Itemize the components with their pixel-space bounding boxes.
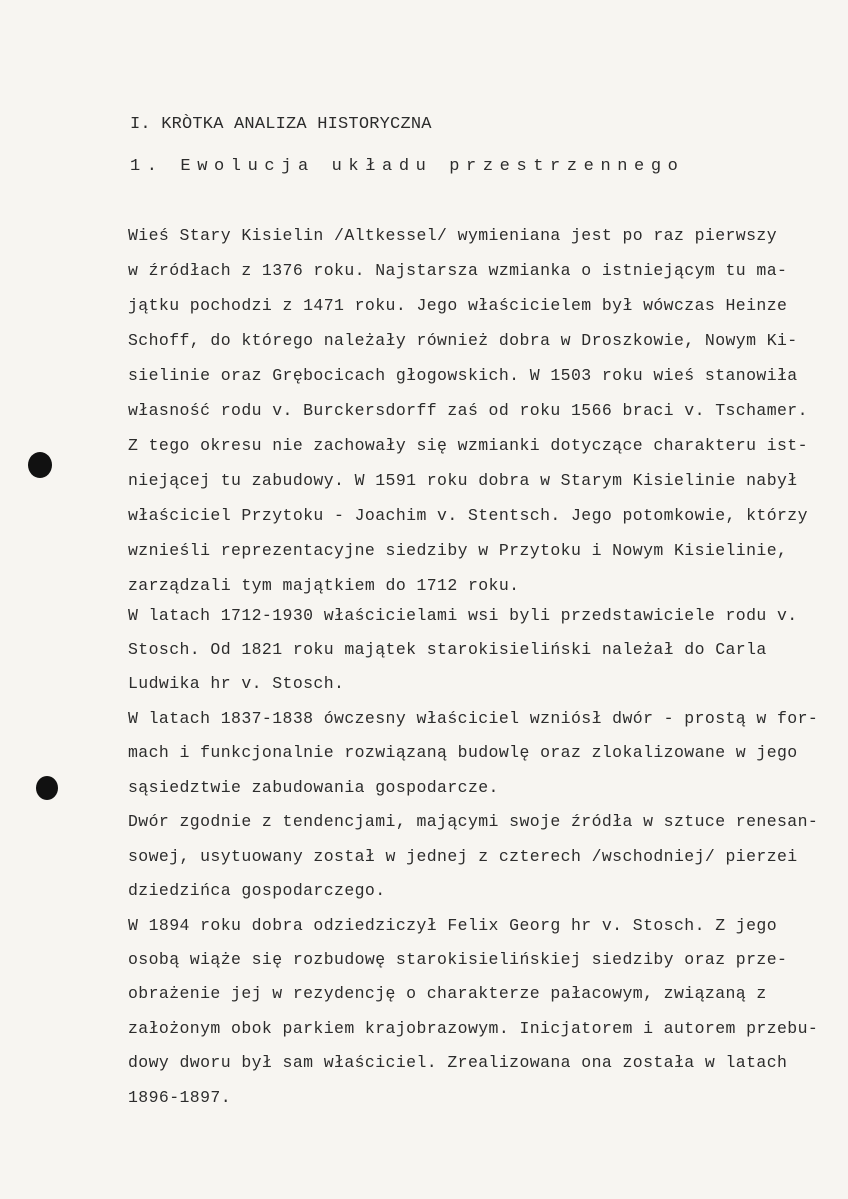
text-line: dowy dworu był sam właściciel. Zrealizowana ona została w latach	[128, 1053, 788, 1072]
text-line: sąsiedztwie zabudowania gospodarcze.	[128, 778, 499, 797]
text-line: sowej, usytuowany został w jednej z czterech /wschodniej/ pierzei	[128, 847, 798, 866]
text-line: wznieśli reprezentacyjne siedziby w Przytoku i Nowym Kisielinie,	[128, 541, 788, 560]
text-line: Stosch. Od 1821 roku majątek starokisieliński należał do Carla	[128, 640, 767, 659]
text-line: mach i funkcjonalnie rozwiązaną budowlę oraz zlokalizowane w jego	[128, 743, 798, 762]
text-line: Dwór zgodnie z tendencjami, mającymi swoje źródła w sztuce renesan-	[128, 812, 819, 831]
text-line: jątku pochodzi z 1471 roku. Jego właścicielem był wówczas Heinze	[128, 296, 788, 315]
text-line: Schoff, do którego należały również dobra w Droszkowie, Nowym Ki-	[128, 331, 798, 350]
text-line: sielinie oraz Grębocicach głogowskich. W 1503 roku wieś stanowiła	[128, 366, 798, 385]
text-line: osobą wiąże się rozbudowę starokisielińskiej siedziby oraz prze-	[128, 950, 788, 969]
section-heading: I. KRÒTKA ANALIZA HISTORYCZNA	[130, 115, 432, 134]
text-line: dziedzińca gospodarczego.	[128, 881, 386, 900]
text-line: własność rodu v. Burckersdorff zaś od roku 1566 braci v. Tschamer.	[128, 401, 808, 420]
text-line: W latach 1712-1930 właścicielami wsi byli przedstawiciele rodu v.	[128, 606, 798, 625]
text-line: 1896-1897.	[128, 1088, 232, 1107]
punch-hole-top	[28, 452, 52, 478]
text-line: właściciel Przytoku - Joachim v. Stentsch. Jego potomkowie, którzy	[128, 506, 808, 525]
text-line: W latach 1837-1838 ówczesny właściciel wzniósł dwór - prostą w for-	[128, 709, 819, 728]
text-line: Ludwika hr v. Stosch.	[128, 674, 345, 693]
text-line: w źródłach z 1376 roku. Najstarsza wzmianka o istniejącym tu ma-	[128, 261, 788, 280]
text-line: założonym obok parkiem krajobrazowym. Inicjatorem i autorem przebu-	[128, 1019, 819, 1038]
text-line: zarządzali tym majątkiem do 1712 roku.	[128, 576, 520, 595]
punch-hole-bottom	[36, 776, 58, 800]
text-line: Wieś Stary Kisielin /Altkessel/ wymieniana jest po raz pierwszy	[128, 226, 778, 245]
subsection-heading: 1. Ewolucja układu przestrzennego	[130, 157, 685, 176]
text-line: Z tego okresu nie zachowały się wzmianki dotyczące charakteru ist-	[128, 436, 808, 455]
text-line: niejącej tu zabudowy. W 1591 roku dobra w Starym Kisielinie nabył	[128, 471, 798, 490]
text-line: W 1894 roku dobra odziedziczył Felix Georg hr v. Stosch. Z jego	[128, 916, 778, 935]
text-line: obrażenie jej w rezydencję o charakterze pałacowym, związaną z	[128, 984, 767, 1003]
